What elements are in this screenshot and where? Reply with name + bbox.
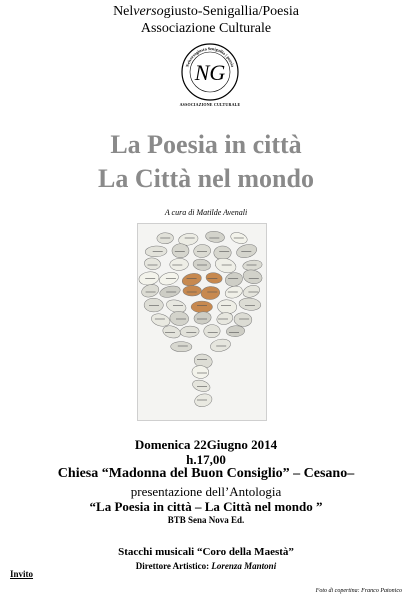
title-line-1: La Poesia in città: [110, 130, 302, 159]
anthology-title: “La Poesia in città – La Città nel mondo ”: [89, 499, 323, 514]
event-location: Chiesa “Madonna del Buon Consiglio” – Cesano–: [57, 466, 355, 481]
organization-name: [0, 4, 412, 20]
logo-ring-text: Nelversogiusto Senigallia | poesia: [184, 45, 236, 68]
music-info: Stacchi musicali “Coro della Maestà”: [118, 546, 294, 558]
event-date: Domenica 22Giugno 2014: [134, 437, 278, 452]
presentation-line: presentazione dell’Antologia: [130, 484, 282, 499]
title-line-2: La Città nel mondo: [98, 164, 314, 193]
stone: [171, 341, 192, 352]
logo-subtitle: ASSOCIAZIONE CULTURALE: [179, 102, 241, 107]
association-logo: [180, 42, 240, 102]
director-name: Lorenza Mantoni: [211, 561, 277, 571]
cover-photo-stones: [137, 223, 267, 421]
director-label: Direttore Artistico:: [135, 561, 212, 571]
curator-credit: A cura di Matilde Avenali: [164, 208, 248, 217]
logo-initials: NG: [194, 60, 226, 85]
stone: [172, 243, 189, 258]
stone: [214, 246, 232, 260]
organization-type: Associazione Culturale: [140, 21, 272, 36]
org-name-part: Nel: [113, 4, 134, 19]
stone: [191, 301, 212, 313]
stone: [204, 324, 221, 338]
stone: [183, 285, 202, 296]
stone: [144, 298, 163, 312]
org-name-italic: verso: [133, 4, 164, 19]
artistic-director: [0, 561, 412, 571]
photo-credit: Foto di copertina: Franco Patonico: [315, 588, 402, 594]
publisher: BTB Sena Nova Ed.: [167, 515, 245, 525]
invite-link[interactable]: Invito: [10, 569, 34, 579]
org-name-part: giusto-Senigallia/Poesia: [163, 4, 299, 19]
event-time: h.17,00: [186, 452, 226, 467]
